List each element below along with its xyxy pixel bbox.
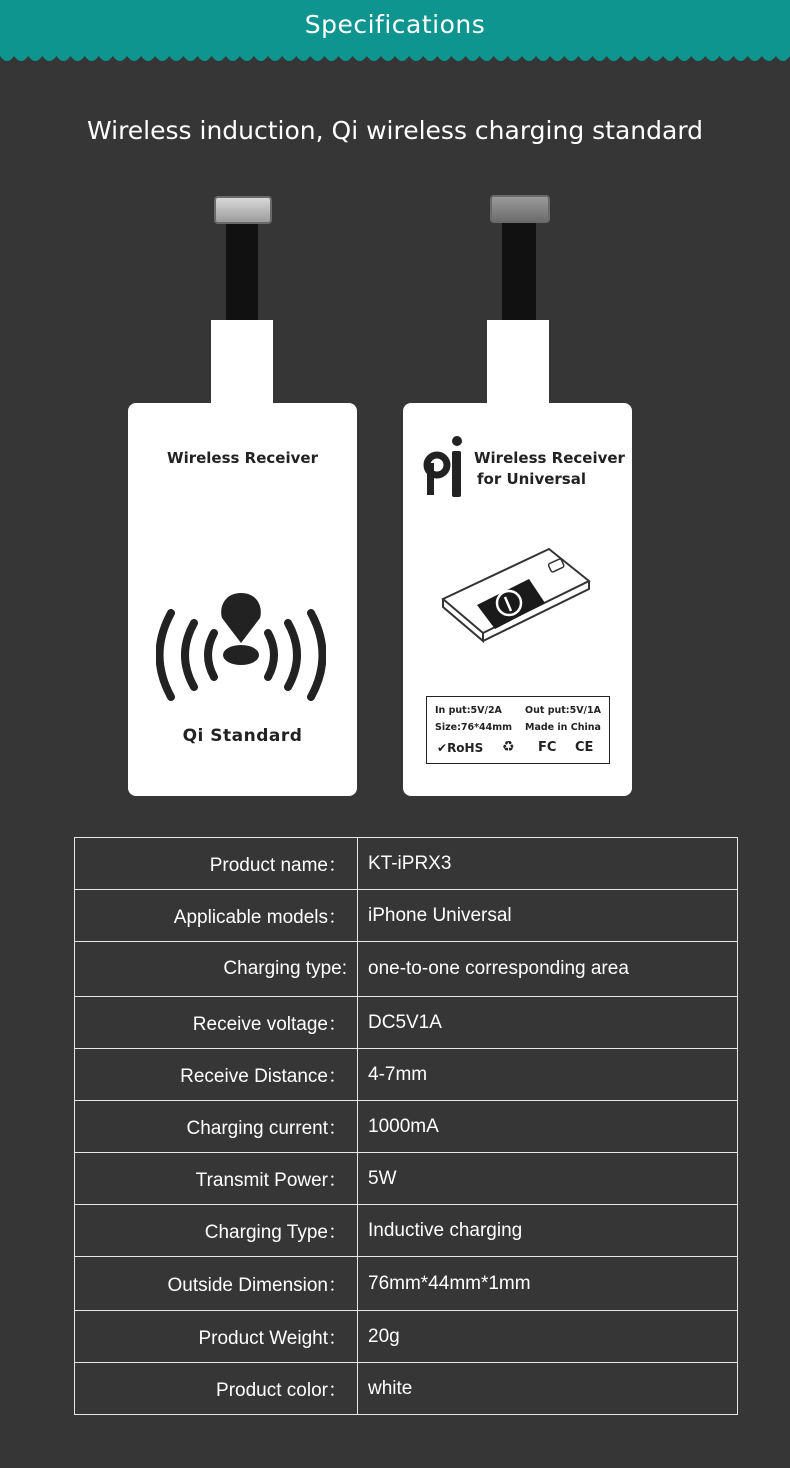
receiver-label: Wireless Receiver bbox=[167, 449, 318, 467]
spec-value: 5W bbox=[358, 1153, 738, 1205]
spec-key: Receive Distance： bbox=[75, 1049, 358, 1101]
connector-plug bbox=[490, 195, 550, 223]
spec-key: Charging type: bbox=[75, 942, 358, 997]
banner-title: Specifications bbox=[304, 10, 486, 39]
spec-value: 20g bbox=[358, 1311, 738, 1363]
spec-row bbox=[75, 1101, 738, 1153]
spec-key: Transmit Power： bbox=[75, 1153, 358, 1205]
spec-row bbox=[75, 1205, 738, 1257]
certification-label-box bbox=[426, 696, 610, 764]
spec-key: Receive voltage： bbox=[75, 997, 358, 1049]
size-rating: Size:76*44mm bbox=[435, 722, 513, 733]
ce-mark: CE bbox=[575, 740, 594, 755]
spec-value: 1000mA bbox=[358, 1101, 738, 1153]
spec-row bbox=[75, 1257, 738, 1311]
connector-plug bbox=[214, 196, 272, 224]
spec-value: iPhone Universal bbox=[358, 890, 738, 942]
output-rating: Out put:5V/1A bbox=[525, 705, 601, 716]
spec-row bbox=[75, 838, 738, 890]
spec-value: 76mm*44mm*1mm bbox=[358, 1257, 738, 1311]
spec-key: Product Weight： bbox=[75, 1311, 358, 1363]
spec-key: Product name： bbox=[75, 838, 358, 890]
spec-key: Product color： bbox=[75, 1363, 358, 1415]
ribbon-cable bbox=[226, 218, 258, 324]
qi-standard-label: Qi Standard bbox=[182, 726, 303, 746]
wireless-signal-icon bbox=[156, 588, 326, 703]
receiver-card bbox=[128, 403, 357, 796]
made-in-label: Made in China bbox=[525, 722, 601, 733]
spec-key: Charging Type： bbox=[75, 1205, 358, 1257]
page-subtitle: Wireless induction, Qi wireless charging standard bbox=[86, 116, 704, 145]
spec-value: KT-iPRX3 bbox=[358, 838, 738, 890]
receiver-title-line1: Wireless Receiver bbox=[474, 449, 625, 467]
spec-value: one-to-one corresponding area bbox=[358, 942, 738, 997]
spec-row bbox=[75, 997, 738, 1049]
spec-row bbox=[75, 890, 738, 942]
receiver-tab bbox=[487, 320, 549, 410]
spec-key: Charging current： bbox=[75, 1101, 358, 1153]
fc-mark: FC bbox=[538, 740, 557, 755]
receiver-title-line2: for Universal bbox=[477, 470, 586, 488]
input-rating: In put:5V/2A bbox=[435, 705, 502, 716]
receiver-card bbox=[403, 403, 632, 796]
rohs-mark: ✔RoHS bbox=[437, 741, 484, 755]
spec-row bbox=[75, 1153, 738, 1205]
spec-row bbox=[75, 942, 738, 997]
spec-key: Outside Dimension： bbox=[75, 1257, 358, 1311]
banner-scallop-edge bbox=[0, 48, 790, 66]
recycle-icon: ♻ bbox=[502, 739, 515, 755]
spec-value: 4-7mm bbox=[358, 1049, 738, 1101]
spec-value: DC5V1A bbox=[358, 997, 738, 1049]
spec-row bbox=[75, 1049, 738, 1101]
ribbon-cable bbox=[502, 216, 536, 324]
rohs-check-icon: ✔ bbox=[437, 741, 448, 755]
receiver-tab bbox=[211, 320, 273, 410]
spec-row bbox=[75, 1311, 738, 1363]
specification-table bbox=[74, 837, 738, 1415]
phone-illustration bbox=[437, 541, 597, 651]
spec-value: Inductive charging bbox=[358, 1205, 738, 1257]
spec-key: Applicable models： bbox=[75, 890, 358, 942]
spec-value: white bbox=[358, 1363, 738, 1415]
qi-logo-icon bbox=[423, 435, 467, 499]
spec-row bbox=[75, 1363, 738, 1415]
